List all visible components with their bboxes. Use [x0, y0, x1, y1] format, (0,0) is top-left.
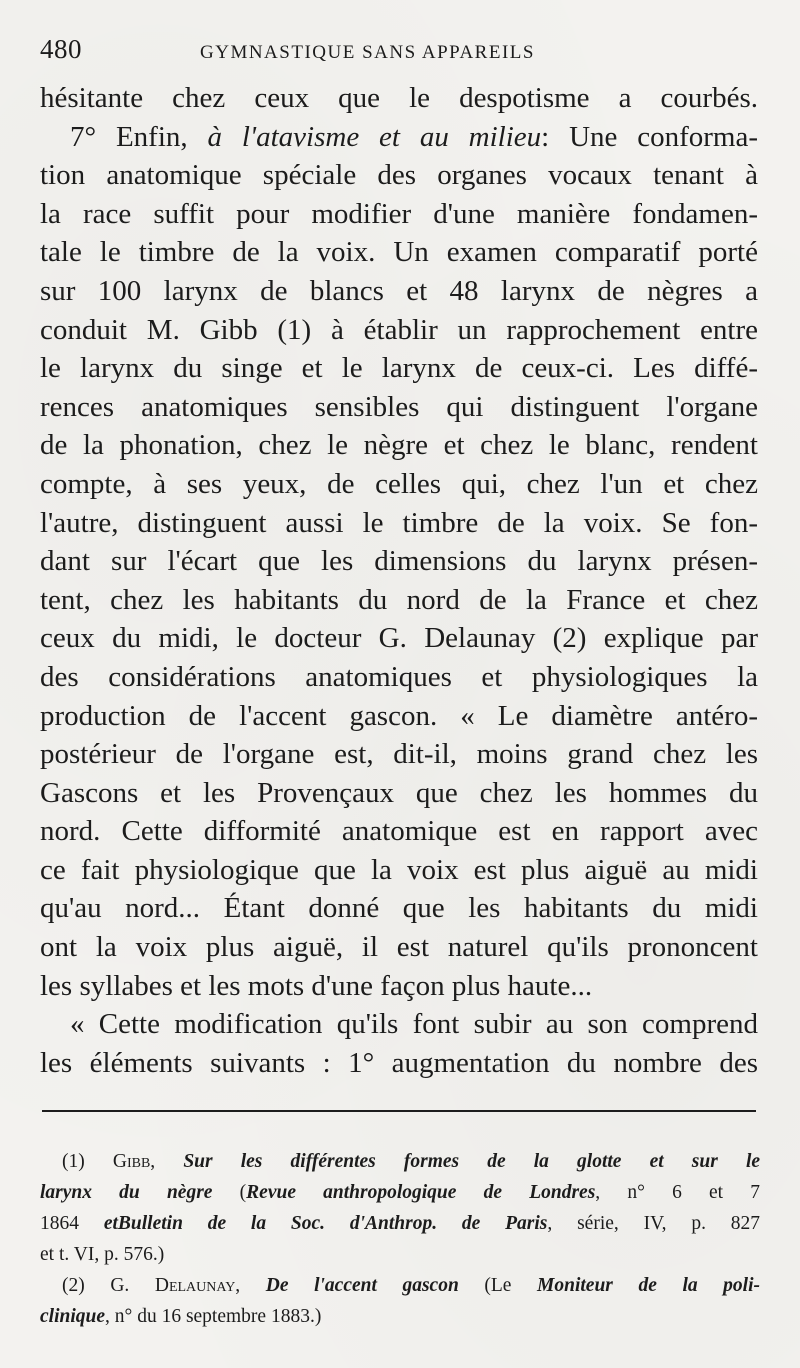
text-line: [40, 118, 758, 157]
text-line: « Cette modification qu'ils font subir au son comprend: [70, 1008, 758, 1041]
footnote-journal: Revue anthropologique de Londres: [246, 1182, 596, 1203]
text-line: qu'au nord... Étant donné que les habitants du midi: [40, 892, 758, 925]
text-line: ce fait physiologique que la voix est plus aiguë au midi: [40, 853, 758, 886]
page-header: [40, 34, 760, 74]
footnote-journal: Moniteur de la poli-: [537, 1275, 760, 1296]
text-line: de la phonation, chez le nègre et chez le blanc, rendent: [40, 429, 758, 462]
text-line: conduit M. Gibb (1) à établir un rapprochement entre: [40, 313, 758, 346]
text-line: ceux du midi, le docteur G. Delaunay (2) explique par: [40, 622, 758, 655]
emphasis: à l'atavisme et au milieu: [207, 120, 542, 153]
text-line: la race suffit pour modifier d'une manière fondamen-: [40, 197, 758, 230]
footnote-divider: [42, 1110, 756, 1112]
text-line: sur 100 larynx de blancs et 48 larynx de nègres a: [40, 274, 758, 307]
text-line: Gascons et les Provençaux que chez les hommes du: [40, 776, 758, 809]
enumeration: 7° Enfin,: [70, 120, 188, 153]
footnote-line: [40, 1146, 760, 1177]
text-line: tent, chez les habitants du nord de la France et chez: [40, 583, 758, 616]
footnote-line: [40, 1208, 760, 1239]
text-line: compte, à ses yeux, de celles qui, chez l'un et chez: [40, 467, 758, 500]
footnote-title: larynx du nègre: [40, 1182, 213, 1203]
text-line: rences anatomiques sensibles qui distinguent l'organe: [40, 390, 758, 423]
running-head: GYMNASTIQUE SANS APPAREILS: [200, 42, 535, 63]
text-line: ont la voix plus aiguë, il est naturel qu'ils prononcent: [40, 931, 758, 964]
footnote-text: et: [103, 1213, 118, 1234]
footnote-title: Sur les différentes formes de la glotte et sur le: [183, 1151, 760, 1172]
footnote-text: (Le: [484, 1275, 512, 1296]
footnotes: [40, 1146, 760, 1332]
text-line: production de l'accent gascon. « Le diamètre antéro-: [40, 699, 758, 732]
footnote-line: [40, 1301, 760, 1332]
footnote-journal: Bulletin de la Soc. d'Anthrop. de Paris: [117, 1213, 548, 1234]
text-line: hésitante chez ceux que le despotisme a courbés.: [40, 82, 758, 114]
footnote-journal: clinique: [40, 1306, 106, 1327]
footnote-year: 1864: [40, 1213, 79, 1234]
footnote-author: Gibb,: [112, 1151, 156, 1172]
footnote-text: , n° du 16 septembre 1883.): [105, 1306, 322, 1327]
text-line: les syllabes et les mots d'une façon plus haute...: [40, 969, 593, 1002]
footnote-marker: (2): [62, 1275, 85, 1296]
text-fragment: : Une conforma-: [541, 120, 758, 153]
footnote-line: [40, 1177, 760, 1208]
text-line: l'autre, distinguent aussi le timbre de la voix. Se fon-: [40, 506, 758, 539]
text-line: le larynx du singe et le larynx de ceux-ci. Les diffé-: [40, 352, 758, 385]
footnote-title: De l'accent gascon: [265, 1275, 459, 1296]
text-line: les éléments suivants : 1° augmentation du nombre des: [40, 1046, 758, 1079]
footnote-line: et t. VI, p. 576.): [40, 1244, 165, 1265]
text-line: des considérations anatomiques et physiologiques la: [40, 660, 758, 693]
text-line: tion anatomique spéciale des organes vocaux tenant à: [40, 159, 758, 192]
footnote-marker: (1): [62, 1151, 85, 1172]
body-text: [40, 79, 758, 1082]
text-line: tale le timbre de la voix. Un examen comparatif porté: [40, 236, 758, 269]
footnote-text: , n° 6 et 7: [595, 1182, 760, 1203]
text-line: dant sur l'écart que les dimensions du larynx présen-: [40, 545, 758, 578]
footnote-text: (: [239, 1182, 247, 1203]
footnote-author: G. Delaunay,: [110, 1275, 241, 1296]
footnote-text: , série, IV, p. 827: [547, 1213, 760, 1234]
footnote-line: [40, 1270, 760, 1301]
page-number: 480: [40, 34, 82, 64]
text-line: postérieur de l'organe est, dit-il, moins grand chez les: [40, 738, 758, 771]
text-line: nord. Cette difformité anatomique est en rapport avec: [40, 815, 758, 848]
